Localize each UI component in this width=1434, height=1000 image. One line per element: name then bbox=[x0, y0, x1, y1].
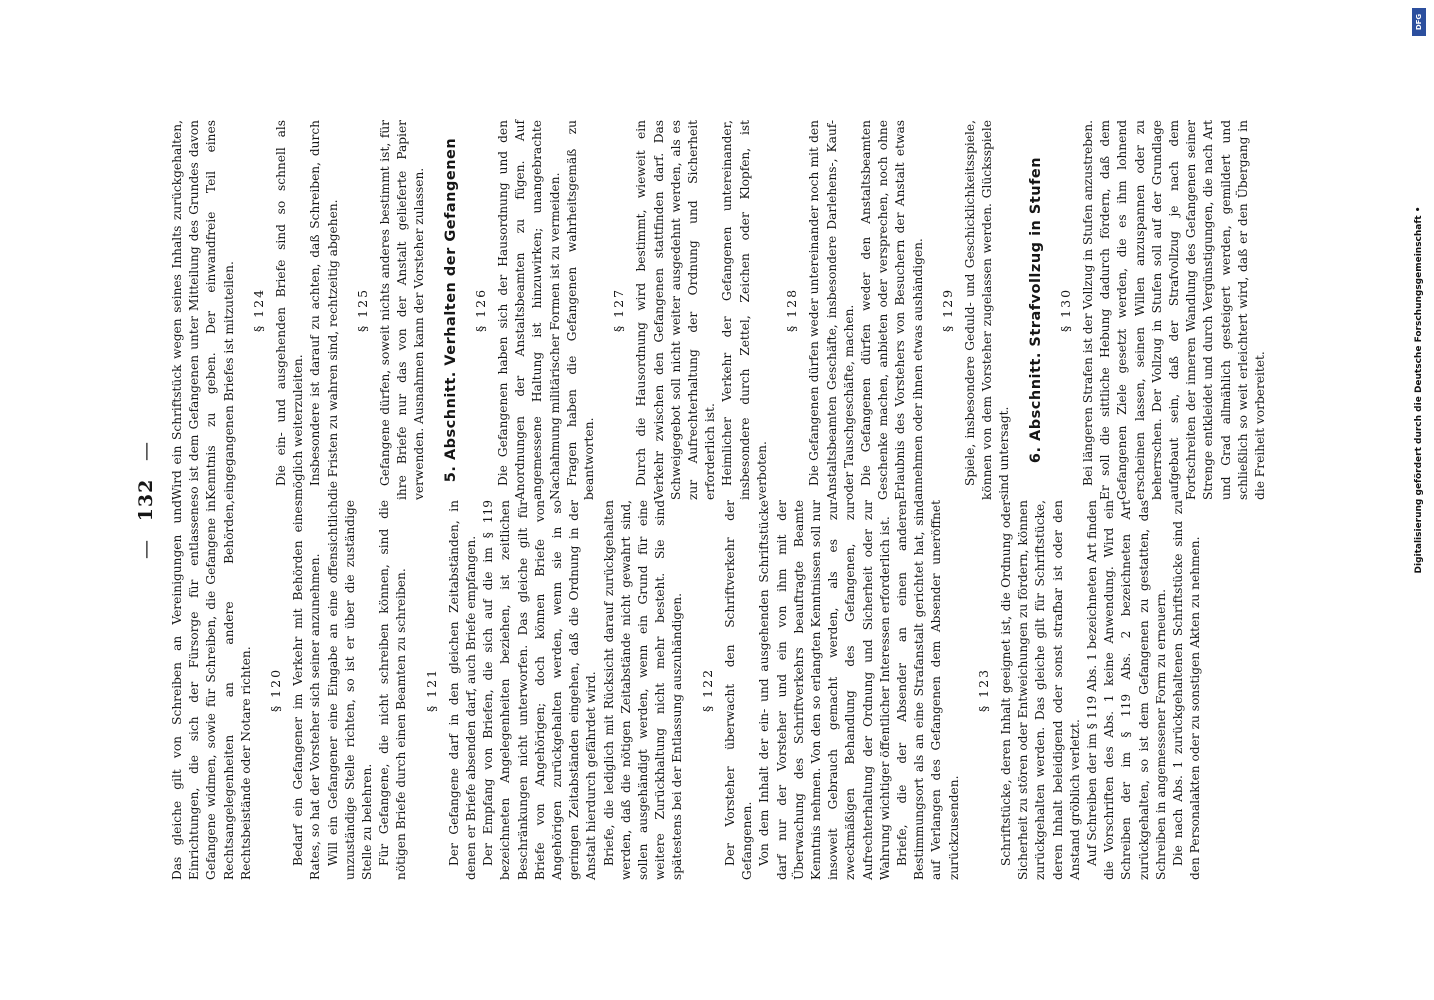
paragraph: Fragen haben die Gefangenen wahrheitsgemäß zu beantworten. bbox=[564, 120, 597, 500]
head-dash-left: — bbox=[135, 538, 157, 559]
paragraph: Gefangene dürfen, soweit nichts anderes bestimmt ist, für ihre Briefe nur das von der Anstalt gelieferte Papier verwenden. Ausnahmen kann der Vorsteher zulassen. bbox=[378, 120, 427, 500]
page-number: 132 bbox=[135, 478, 157, 522]
text-columns bbox=[169, 120, 1269, 880]
paragraph-number: § 120 bbox=[268, 667, 284, 713]
paragraph: Die Gefangenen dürfen weder untereinander noch mit den Anstaltsbeamten Geschäfte, insbesondere Darlehens-, Kauf- oder Tauschgeschäfte, machen. bbox=[807, 120, 856, 500]
paragraph-number: § 129 bbox=[939, 287, 955, 333]
paragraph: Schriftstücke, deren Inhalt geeignet ist, die Ordnung oder Sicherheit zu stören oder Entweichungen zu fördern, können zurückgehalten werden. Das gleiche gilt für Schriftstücke, deren Inhalt beleidigend oder sonst strafbar ist oder den Anstand gröblich verletzt. bbox=[998, 500, 1082, 880]
paragraph: Der Empfang von Briefen, die sich auf die im § 119 bezeichneten Angelegenheiten beziehen, ist zeitlichen Beschränkungen nicht unterworfen. Das gleiche gilt für Briefe von Angehörigen; doch können Briefe von Angehörigen zurückgehalten werden, wenn sie in so geringen Zeitabständen eingehen, daß die Ordnung in der Anstalt hierdurch gefährdet wird. bbox=[481, 500, 599, 880]
left-column bbox=[169, 500, 1269, 880]
paragraph: Der Gefangene darf in den gleichen Zeitabständen, in denen er Briefe absenden darf, auch Briefe empfangen. bbox=[446, 500, 479, 880]
paragraph: Insbesondere ist darauf zu achten, daß Schreiben, durch die Fristen zu wahren sind, rechtzeitig abgehen. bbox=[308, 120, 340, 500]
section-heading: 6. Abschnitt. Strafvollzug in Stufen bbox=[1027, 156, 1044, 464]
paragraph: Von dem Inhalt der ein- und ausgehenden Schriftstücke darf nur der Vorsteher und ein von ihm mit der Überwachung des Schriftverkehrs beauftragte Beamte Kenntnis nehmen. Von den so erlangten Kenntnissen soll nur insoweit Gebrauch gemacht werden, als es zur zweckmäßigen Behandlung des Gefangenen, zur Aufrechterhaltung der Ordnung und Sicherheit oder zur Wahrung wichtiger öffentlicher Interessen erforderlich ist. bbox=[757, 500, 892, 880]
digitization-note: Digitalisierung gefördert durch die Deutsche Forschungsgemeinschaft • bbox=[1414, 206, 1424, 574]
paragraph: Wird ein Schriftstück wegen seines Inhalts zurückgehalten, so ist dem Gefangenen unter Mitteilung des Grundes davon Kenntnis zu geben. Der einwandfreie Teil eines eingegangenen Briefes ist mitzuteilen. bbox=[170, 120, 236, 500]
paragraph: Durch die Hausordnung wird bestimmt, wieweit ein Verkehr zwischen den Gefangenen stattfinden darf. Das Schweigegebot soll nicht weiter ausgedehnt werden, als es zur Aufrechterhaltung der Ordnung und Sicherheit erforderlich ist. bbox=[634, 120, 718, 500]
paragraph-number: § 125 bbox=[354, 287, 370, 333]
paragraph-number: § 123 bbox=[975, 667, 991, 713]
paragraph-number: § 130 bbox=[1057, 287, 1073, 333]
paragraph-number: § 124 bbox=[250, 287, 266, 333]
dfg-logo-text: DFG bbox=[1415, 13, 1423, 31]
digitization-sidebar bbox=[1410, 0, 1428, 1000]
paragraph: Auf Schreiben der im § 119 Abs. 1 bezeichneten Art finden die Vorschriften des Abs. 1 keine Anwendung. Wird ein Schreiben der im § 119 Abs. 2 bezeichneten Art zurückgehalten, so ist dem Gefangenen zu gestatten, das Schreiben in angemessener Form zu erneuern. bbox=[1084, 500, 1168, 880]
rotated-page bbox=[127, 110, 1307, 890]
paragraph-number: § 127 bbox=[611, 287, 627, 333]
paragraph-number: § 128 bbox=[784, 287, 800, 333]
paragraph: Briefe, die lediglich mit Rücksicht darauf zurückgehalten werden, daß die nötigen Zeitabstände nicht gewahrt sind, sollen ausgehändigt werden, wenn ein Grund für eine weitere Zurückhaltung nicht mehr besteht. Sie sind spätestens bei der Entlassung auszuhändigen. bbox=[601, 500, 685, 880]
running-head bbox=[135, 120, 169, 880]
dfg-logo bbox=[1412, 8, 1426, 36]
paragraph: Will ein Gefangener eine Eingabe an eine offensichtlich unzuständige Stelle richten, so ist er über die zuständige Stelle zu belehren. bbox=[325, 500, 375, 880]
paragraph-number: § 121 bbox=[423, 667, 439, 713]
paragraph-number: § 126 bbox=[472, 287, 488, 333]
right-column bbox=[169, 120, 1269, 500]
paragraph: Spiele, insbesondere Geduld- und Geschicklichkeitsspiele, können von dem Vorsteher zugelassen werden. Glücksspiele sind untersagt. bbox=[962, 120, 1012, 500]
paragraph: Briefe, die der Absender an einen anderen Bestimmungsort als an eine Strafanstalt gerichtet hat, sind auf Verlangen des Gefangenen dem Absender uneröffnet zurückzusenden. bbox=[894, 500, 961, 880]
section-heading: 5. Abschnitt. Verhalten der Gefangenen bbox=[442, 137, 459, 483]
paragraph: Das gleiche gilt von Schreiben an Vereinigungen und Einrichtungen, die sich der Fürsorge für entlassene Gefangene widmen, sowie für Schreiben, die Gefangene in Rechtsangelegenheiten an andere Behörden, Rechtsbeistände oder Notare richten. bbox=[170, 500, 253, 880]
paragraph: Heimlicher Verkehr der Gefangenen untereinander, insbesondere durch Zettel, Zeichen oder Klopfen, ist verboten. bbox=[720, 120, 769, 500]
head-dash-right: — bbox=[135, 441, 157, 462]
paragraph: Die Gefangenen haben sich der Hausordnung und den Anordnungen der Anstaltsbeamten zu fügen. Auf angemessene Haltung ist hinzuwirken; unangebrachte Nachahmung militärischer Formen ist zu vermeiden. bbox=[496, 120, 562, 500]
paragraph-number: § 122 bbox=[699, 667, 715, 713]
paragraph: Die nach Abs. 1 zurückgehaltenen Schriftstücke sind zu den Personalakten oder zu sonstigen Akten zu nehmen. bbox=[1170, 500, 1203, 880]
paragraph: Für Gefangene, die nicht schreiben können, sind die nötigen Briefe durch einen Beamten zu schreiben. bbox=[377, 500, 409, 880]
paragraph: Bei längeren Strafen ist der Vollzug in Stufen anzustreben. Er soll die sittliche Hebung dadurch fördern, daß dem Gefangenen Ziele gesetzt werden, die es ihm lohnend erscheinen lassen, seinen Willen anzuspannen oder zu beherrschen. Der Vollzug in Stufen soll auf der Grundlage aufgebaut sein, daß der Strafvollzug je nach dem Fortschreiten der inneren Wandlung des Gefangenen seiner Strenge entkleidet und durch Vergünstigungen, die nach Art und Grad allmählich gesteigert werden, gemildert und schließlich so weit erleichtert wird, daß er den Übergang in die Freiheit vorbereitet. bbox=[1080, 120, 1267, 500]
paragraph: Der Vorsteher überwacht den Schriftverkehr der Gefangenen. bbox=[722, 500, 755, 880]
paragraph: Die ein- und ausgehenden Briefe sind so schnell als möglich weiterzuleiten. bbox=[274, 120, 306, 500]
paragraph: Bedarf ein Gefangener im Verkehr mit Behörden eines Rates, so hat der Vorsteher sich seiner anzunehmen. bbox=[291, 500, 323, 880]
paragraph: Die Gefangenen dürfen weder den Anstaltsbeamten Geschenke machen, anbieten oder versprechen, noch ohne Erlaubnis des Vorstehers von Besuchern der Anstalt etwas annehmen oder ihnen etwas aushändigen. bbox=[858, 120, 925, 500]
